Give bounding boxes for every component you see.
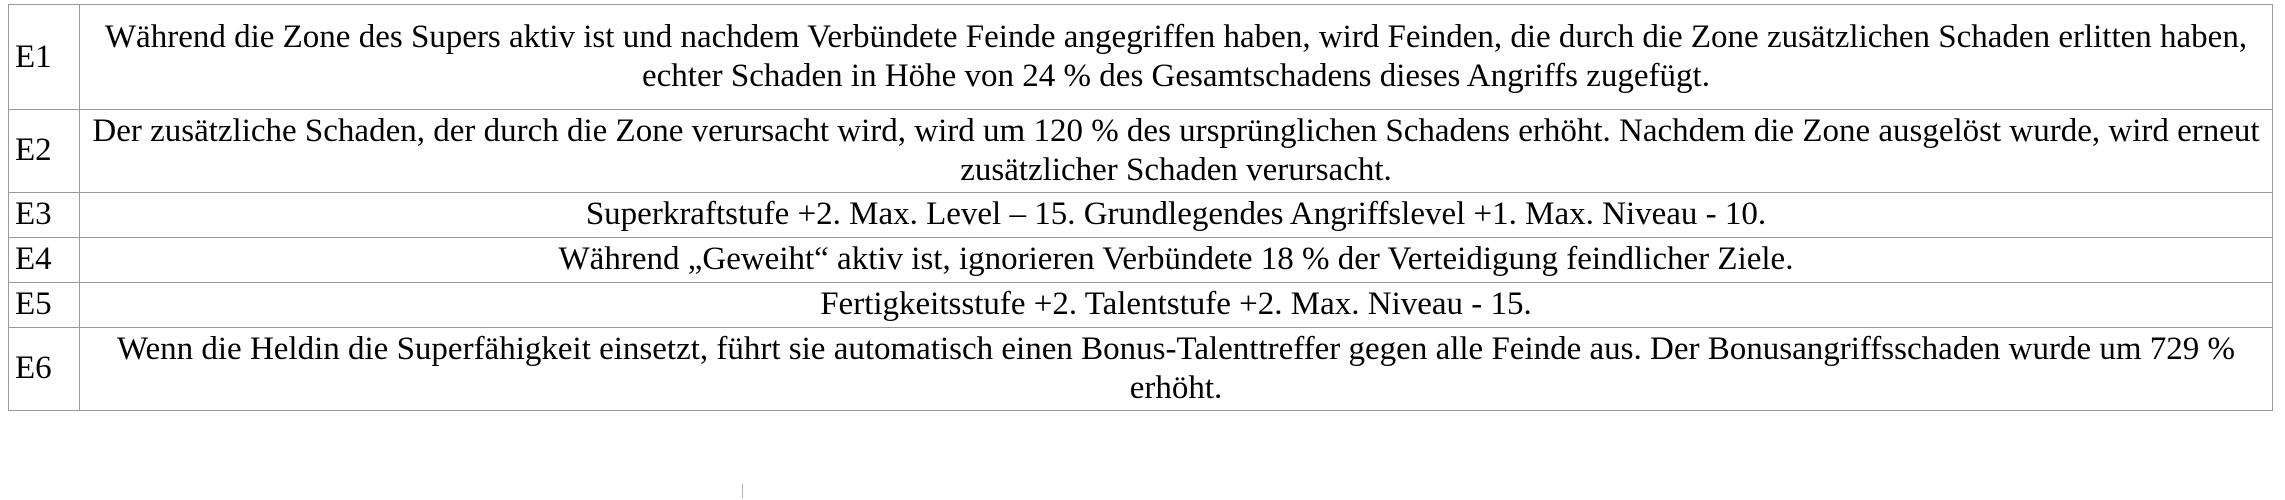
effect-description: Der zusätzliche Schaden, der durch die Zone verursacht wird, wird um 120 % des ursprünglichen Schadens erhöht. Nachdem die Zone ausgelöst wurde, wird erneut zusätzlicher Schaden verursacht. xyxy=(80,110,2273,193)
effect-description: Während die Zone des Supers aktiv ist und nachdem Verbündete Feinde angegriffen haben, wird Feinden, die durch die Zone zusätzlichen Schaden erlitten haben, echter Schaden in Höhe von 24 % des Gesamtschadens dieses Angriffs zugefügt. xyxy=(80,5,2273,110)
effect-key: E4 xyxy=(9,237,80,282)
effect-key: E3 xyxy=(9,192,80,237)
table-row xyxy=(9,110,2273,193)
table-row xyxy=(9,192,2273,237)
column-divider-mark xyxy=(742,484,743,498)
table-row xyxy=(9,237,2273,282)
effect-description: Superkraftstufe +2. Max. Level – 15. Grundlegendes Angriffslevel +1. Max. Niveau - 10. xyxy=(80,192,2273,237)
effect-key: E6 xyxy=(9,327,80,410)
effects-table-container xyxy=(8,4,2273,411)
effects-table-body xyxy=(9,5,2273,411)
table-row xyxy=(9,282,2273,327)
effect-description: Fertigkeitsstufe +2. Talentstufe +2. Max. Niveau - 15. xyxy=(80,282,2273,327)
effect-key: E1 xyxy=(9,5,80,110)
effect-key: E5 xyxy=(9,282,80,327)
table-row xyxy=(9,5,2273,110)
table-row xyxy=(9,327,2273,410)
effects-table xyxy=(8,4,2273,411)
effect-description: Während „Geweiht“ aktiv ist, ignorieren Verbündete 18 % der Verteidigung feindlicher Ziele. xyxy=(80,237,2273,282)
effect-key: E2 xyxy=(9,110,80,193)
effect-description: Wenn die Heldin die Superfähigkeit einsetzt, führt sie automatisch einen Bonus-Talenttreffer gegen alle Feinde aus. Der Bonusangriffsschaden wurde um 729 % erhöht. xyxy=(80,327,2273,410)
